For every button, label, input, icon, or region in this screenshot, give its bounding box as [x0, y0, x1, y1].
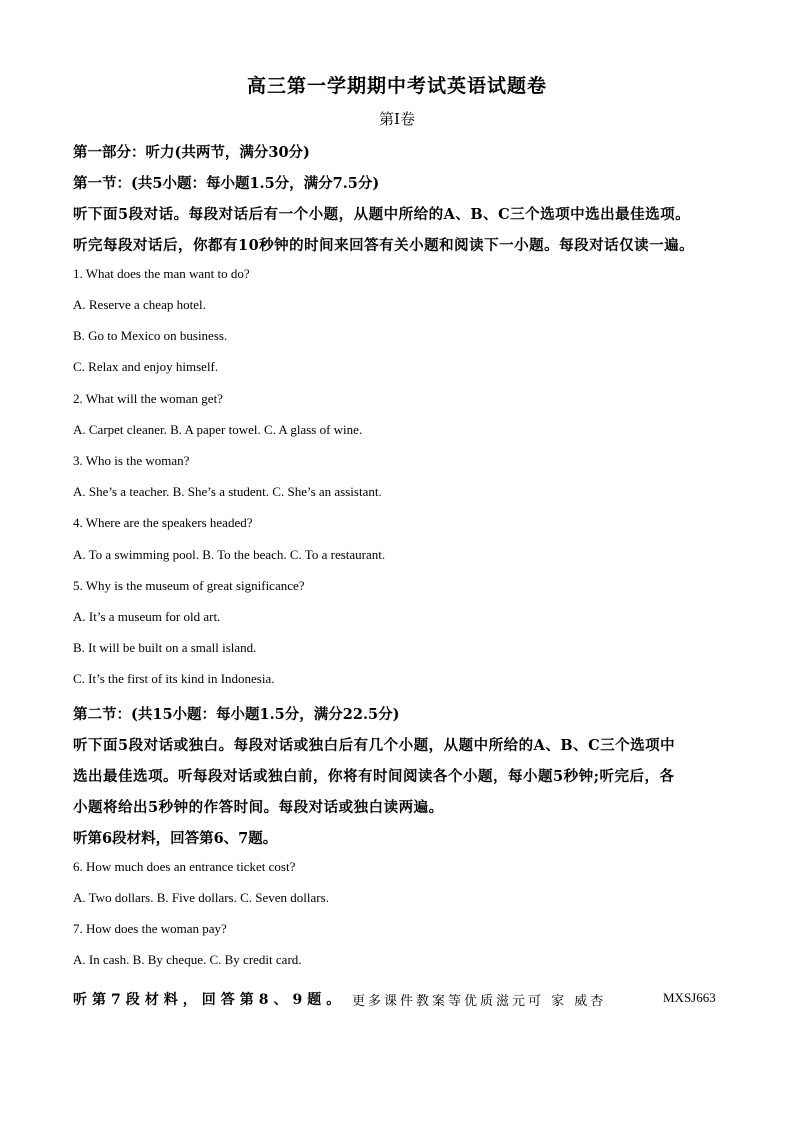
- material-6-heading: 听第6段材料，回答第6、7题。: [73, 830, 278, 847]
- option-line: A. Carpet cleaner. B. A paper towel. C. A glass of wine.: [73, 422, 363, 437]
- option-line: B. Go to Mexico on business.: [73, 328, 228, 343]
- question-5: 5. Why is the museum of great significance?: [73, 578, 305, 593]
- question-1: 1. What does the man want to do?: [73, 266, 250, 281]
- option-line: C. It’s the first of its kind in Indonesia.: [73, 671, 275, 686]
- section1-heading: 第一节：(共5小题：每小题1.5分，满分7.5分): [73, 175, 380, 192]
- question-2: 2. What will the woman get?: [73, 391, 223, 406]
- section2-heading: 第二节：(共15小题：每小题1.5分，满分22.5分): [73, 706, 400, 723]
- section1-instruction-1: 听下面5段对话。每段对话后有一个小题，从题中所给的A、B、C三个选项中选出最佳选项。: [73, 206, 691, 223]
- section2-instruction-2: 选出最佳选项。听每段对话或独白前，你将有时间阅读各个小题，每小题5秒钟;听完后，各: [73, 768, 675, 785]
- question-3: 3. Who is the woman?: [73, 453, 190, 468]
- page-title: 高三第一学期期中考试英语试题卷: [246, 75, 547, 97]
- option-line: A. To a swimming pool. B. To the beach. C. To a restaurant.: [73, 547, 386, 562]
- option-line: B. It will be built on a small island.: [73, 640, 257, 655]
- question-6: 6. How much does an entrance ticket cost?: [73, 859, 296, 874]
- material-7-heading: 听第7段材料，回答第8、9题。: [73, 992, 346, 1008]
- section2-instruction-1: 听下面5段对话或独白。每段对话或独白后有几个小题，从题中所给的A、B、C三个选项中: [73, 737, 676, 754]
- option-line: A. She’s a teacher. B. She’s a student. C. She’s an assistant.: [73, 484, 382, 499]
- option-line: A. It’s a museum for old art.: [73, 609, 221, 624]
- option-line: A. Reserve a cheap hotel.: [73, 297, 206, 312]
- document-code: MXSJ663: [663, 990, 716, 1005]
- watermark-text: 更多课件教案等优质滋元可 家 威杏: [352, 994, 607, 1009]
- part1-heading: 第一部分：听力(共两节，满分30分): [73, 144, 310, 161]
- question-7: 7. How does the woman pay?: [73, 921, 227, 936]
- option-line: C. Relax and enjoy himself.: [73, 359, 219, 374]
- section2-instruction-3: 小题将给出5秒钟的作答时间。每段对话或独白读两遍。: [73, 799, 444, 816]
- option-line: A. In cash. B. By cheque. C. By credit card.: [73, 952, 302, 967]
- volume-label: 第Ⅰ卷: [379, 110, 415, 128]
- section1-instruction-2: 听完每段对话后，你都有10秒钟的时间来回答有关小题和阅读下一小题。每段对话仅读一遍。: [73, 237, 695, 254]
- question-4: 4. Where are the speakers headed?: [73, 515, 253, 530]
- option-line: A. Two dollars. B. Five dollars. C. Seven dollars.: [73, 890, 329, 905]
